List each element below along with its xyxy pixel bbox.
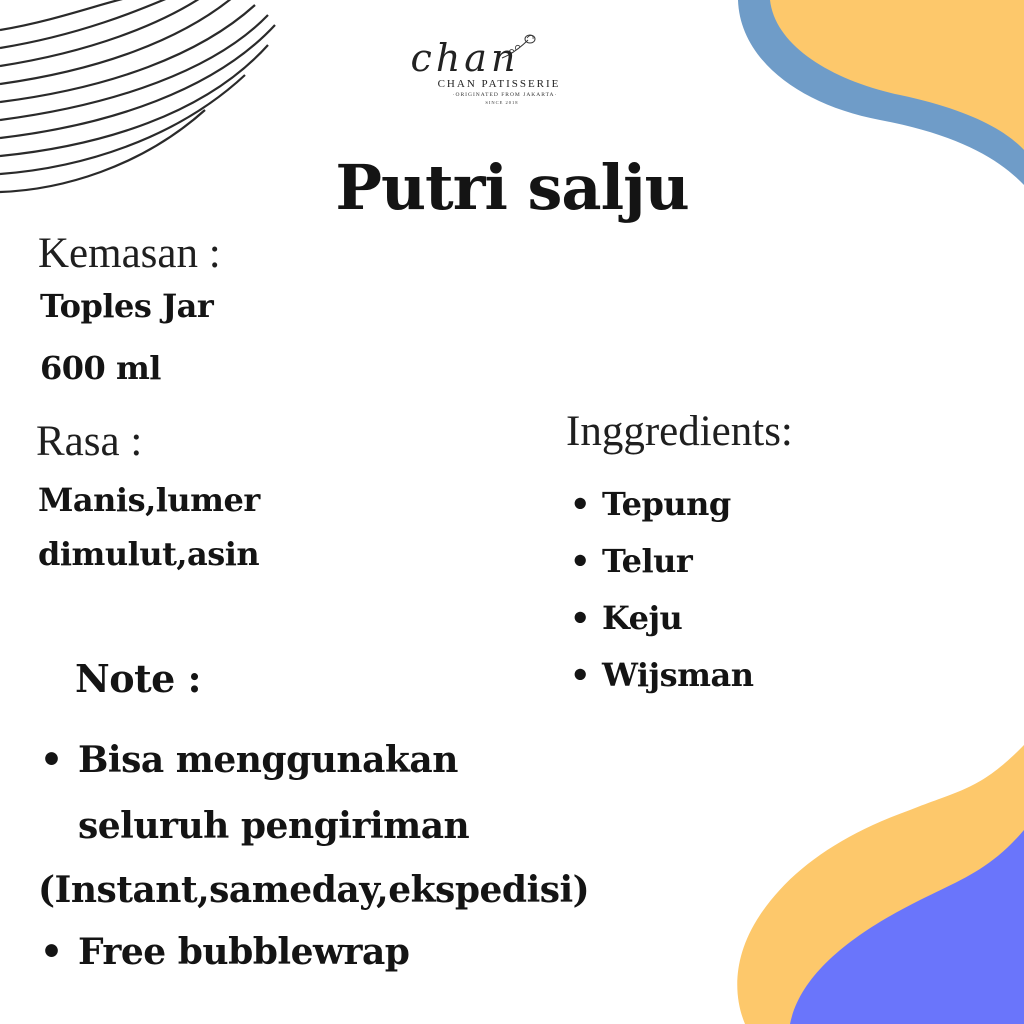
brand-name: CHAN PATISSERIE (437, 78, 561, 90)
list-item (570, 598, 753, 655)
brand-logo (400, 28, 570, 108)
note-text: Free bubblewrap (78, 931, 410, 973)
rasa-value: dimulut,asin (38, 535, 260, 573)
note-item (40, 931, 410, 973)
note-text-continued: (Instant,sameday,ekspedisi) (38, 869, 590, 911)
list-item (570, 541, 753, 598)
kemasan-label: Kemasan : (38, 230, 221, 277)
note-text: Bisa menggunakan (78, 739, 458, 781)
kemasan-value: 600 ml (40, 349, 161, 387)
brand-since: SINCE 2018 (485, 100, 519, 105)
kemasan-value: Toples Jar (40, 287, 214, 325)
bullet: • (570, 542, 590, 580)
ingredient-text: Wijsman (602, 656, 754, 694)
bullet: • (40, 739, 63, 781)
bullet: • (570, 485, 590, 523)
ingredients-label: Inggredients: (566, 408, 793, 455)
brand-script: chan (410, 36, 520, 80)
bullet: • (570, 656, 590, 694)
rasa-label: Rasa : (36, 418, 143, 465)
page-title: Putri salju (335, 151, 689, 224)
ingredients-list (570, 484, 753, 712)
note-item (40, 739, 458, 781)
note-text-continued: seluruh pengiriman (78, 805, 470, 847)
bullet: • (40, 931, 63, 973)
list-item (570, 655, 753, 712)
rasa-value: Manis,lumer (38, 481, 260, 519)
ingredient-text: Keju (602, 599, 683, 637)
brand-tagline: ·ORIGINATED FROM JAKARTA· (452, 92, 558, 98)
bullet: • (570, 599, 590, 637)
list-item (570, 484, 753, 541)
note-label: Note : (75, 656, 202, 701)
ingredient-text: Tepung (602, 485, 731, 523)
ingredient-text: Telur (602, 542, 693, 580)
